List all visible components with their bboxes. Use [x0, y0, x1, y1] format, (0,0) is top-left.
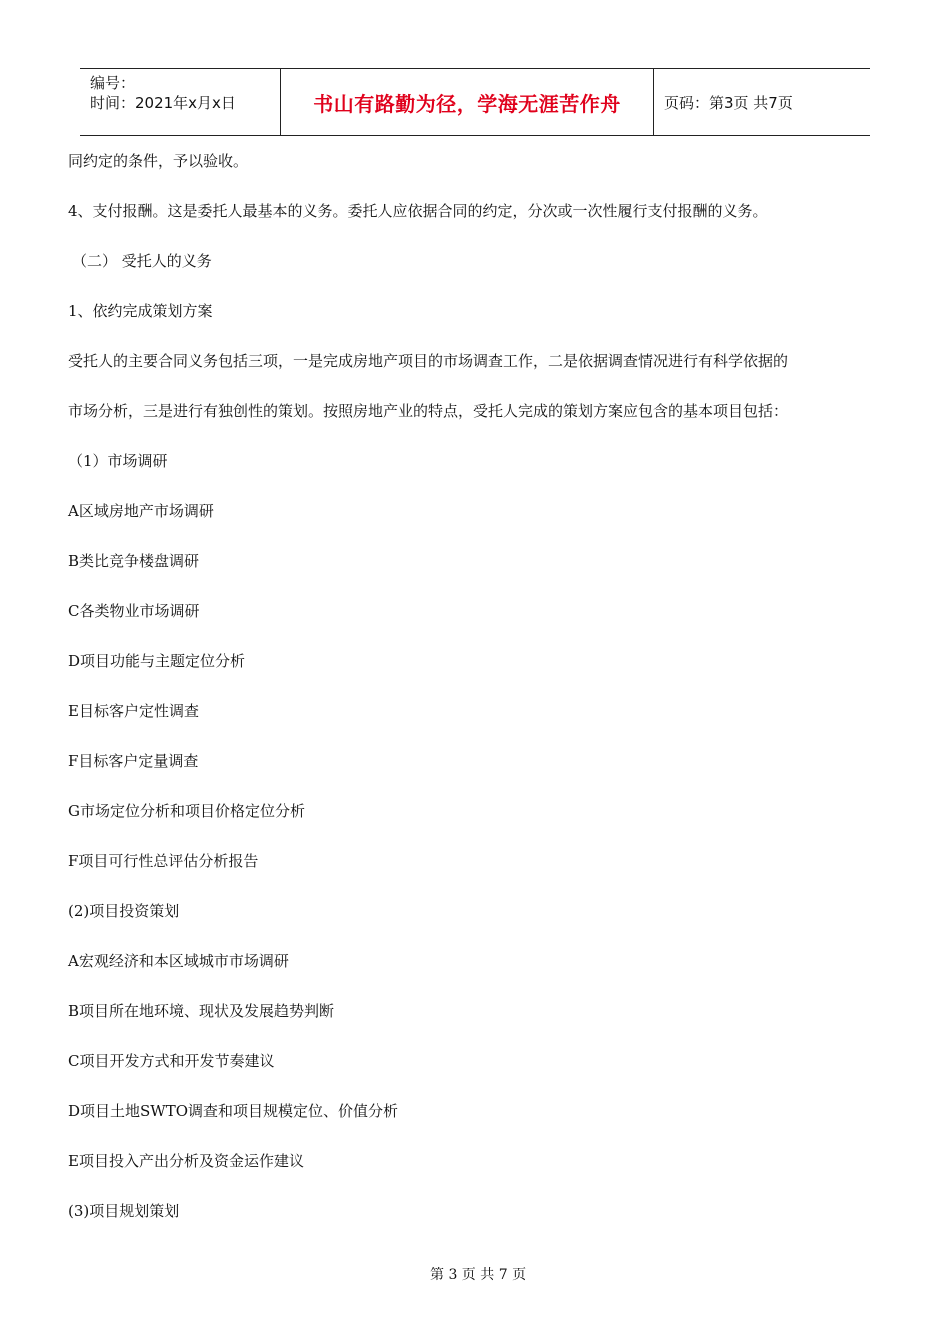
document-date: 时间：2021年x月x日	[90, 94, 236, 112]
text-line: (2)项目投资策划	[68, 902, 180, 920]
text-line: B类比竞争楼盘调研	[68, 552, 200, 570]
text-line: 1、依约完成策划方案	[68, 302, 213, 320]
text-line: A区域房地产市场调研	[68, 502, 214, 520]
page-header	[80, 68, 870, 136]
text-line: （二） 受托人的义务	[72, 252, 212, 270]
header-motto: 书山有路勤为径，学海无涯苦作舟	[281, 69, 654, 135]
document-number: 编号：	[90, 74, 136, 92]
text-line: G市场定位分析和项目价格定位分析	[68, 802, 305, 820]
text-line: B项目所在地环境、现状及发展趋势判断	[68, 1002, 335, 1020]
text-line: F项目可行性总评估分析报告	[68, 852, 259, 870]
text-line: E项目投入产出分析及资金运作建议	[68, 1152, 304, 1170]
text-line: 市场分析，三是进行有独创性的策划。按照房地产业的特点，受托人完成的策划方案应包含的基本项目包括：	[68, 402, 789, 420]
text-line: C项目开发方式和开发节奏建议	[68, 1052, 275, 1070]
page-footer: 第 3 页 共 7 页	[430, 1267, 527, 1283]
text-line: 4、支付报酬。这是委托人最基本的义务。委托人应依据合同的约定，分次或一次性履行支付报酬的义务。	[68, 202, 768, 220]
text-line: D项目功能与主题定位分析	[68, 652, 246, 670]
text-line: 受托人的主要合同义务包括三项，一是完成房地产项目的市场调查工作，二是依据调查情况进行有科学依据的	[68, 352, 789, 370]
text-line: （1）市场调研	[68, 452, 168, 470]
text-line: A宏观经济和本区域城市市场调研	[68, 952, 289, 970]
text-line: F目标客户定量调查	[68, 752, 199, 770]
text-line: 同约定的条件，予以验收。	[68, 152, 249, 170]
header-page-info: 页码：第3页 共7页	[664, 93, 793, 112]
text-line: (3)项目规划策划	[68, 1202, 180, 1220]
text-line: C各类物业市场调研	[68, 602, 200, 620]
text-line: D项目土地SWTO调查和项目规模定位、价值分析	[68, 1102, 399, 1120]
header-meta	[80, 69, 281, 135]
text-line: E目标客户定性调查	[68, 702, 199, 720]
